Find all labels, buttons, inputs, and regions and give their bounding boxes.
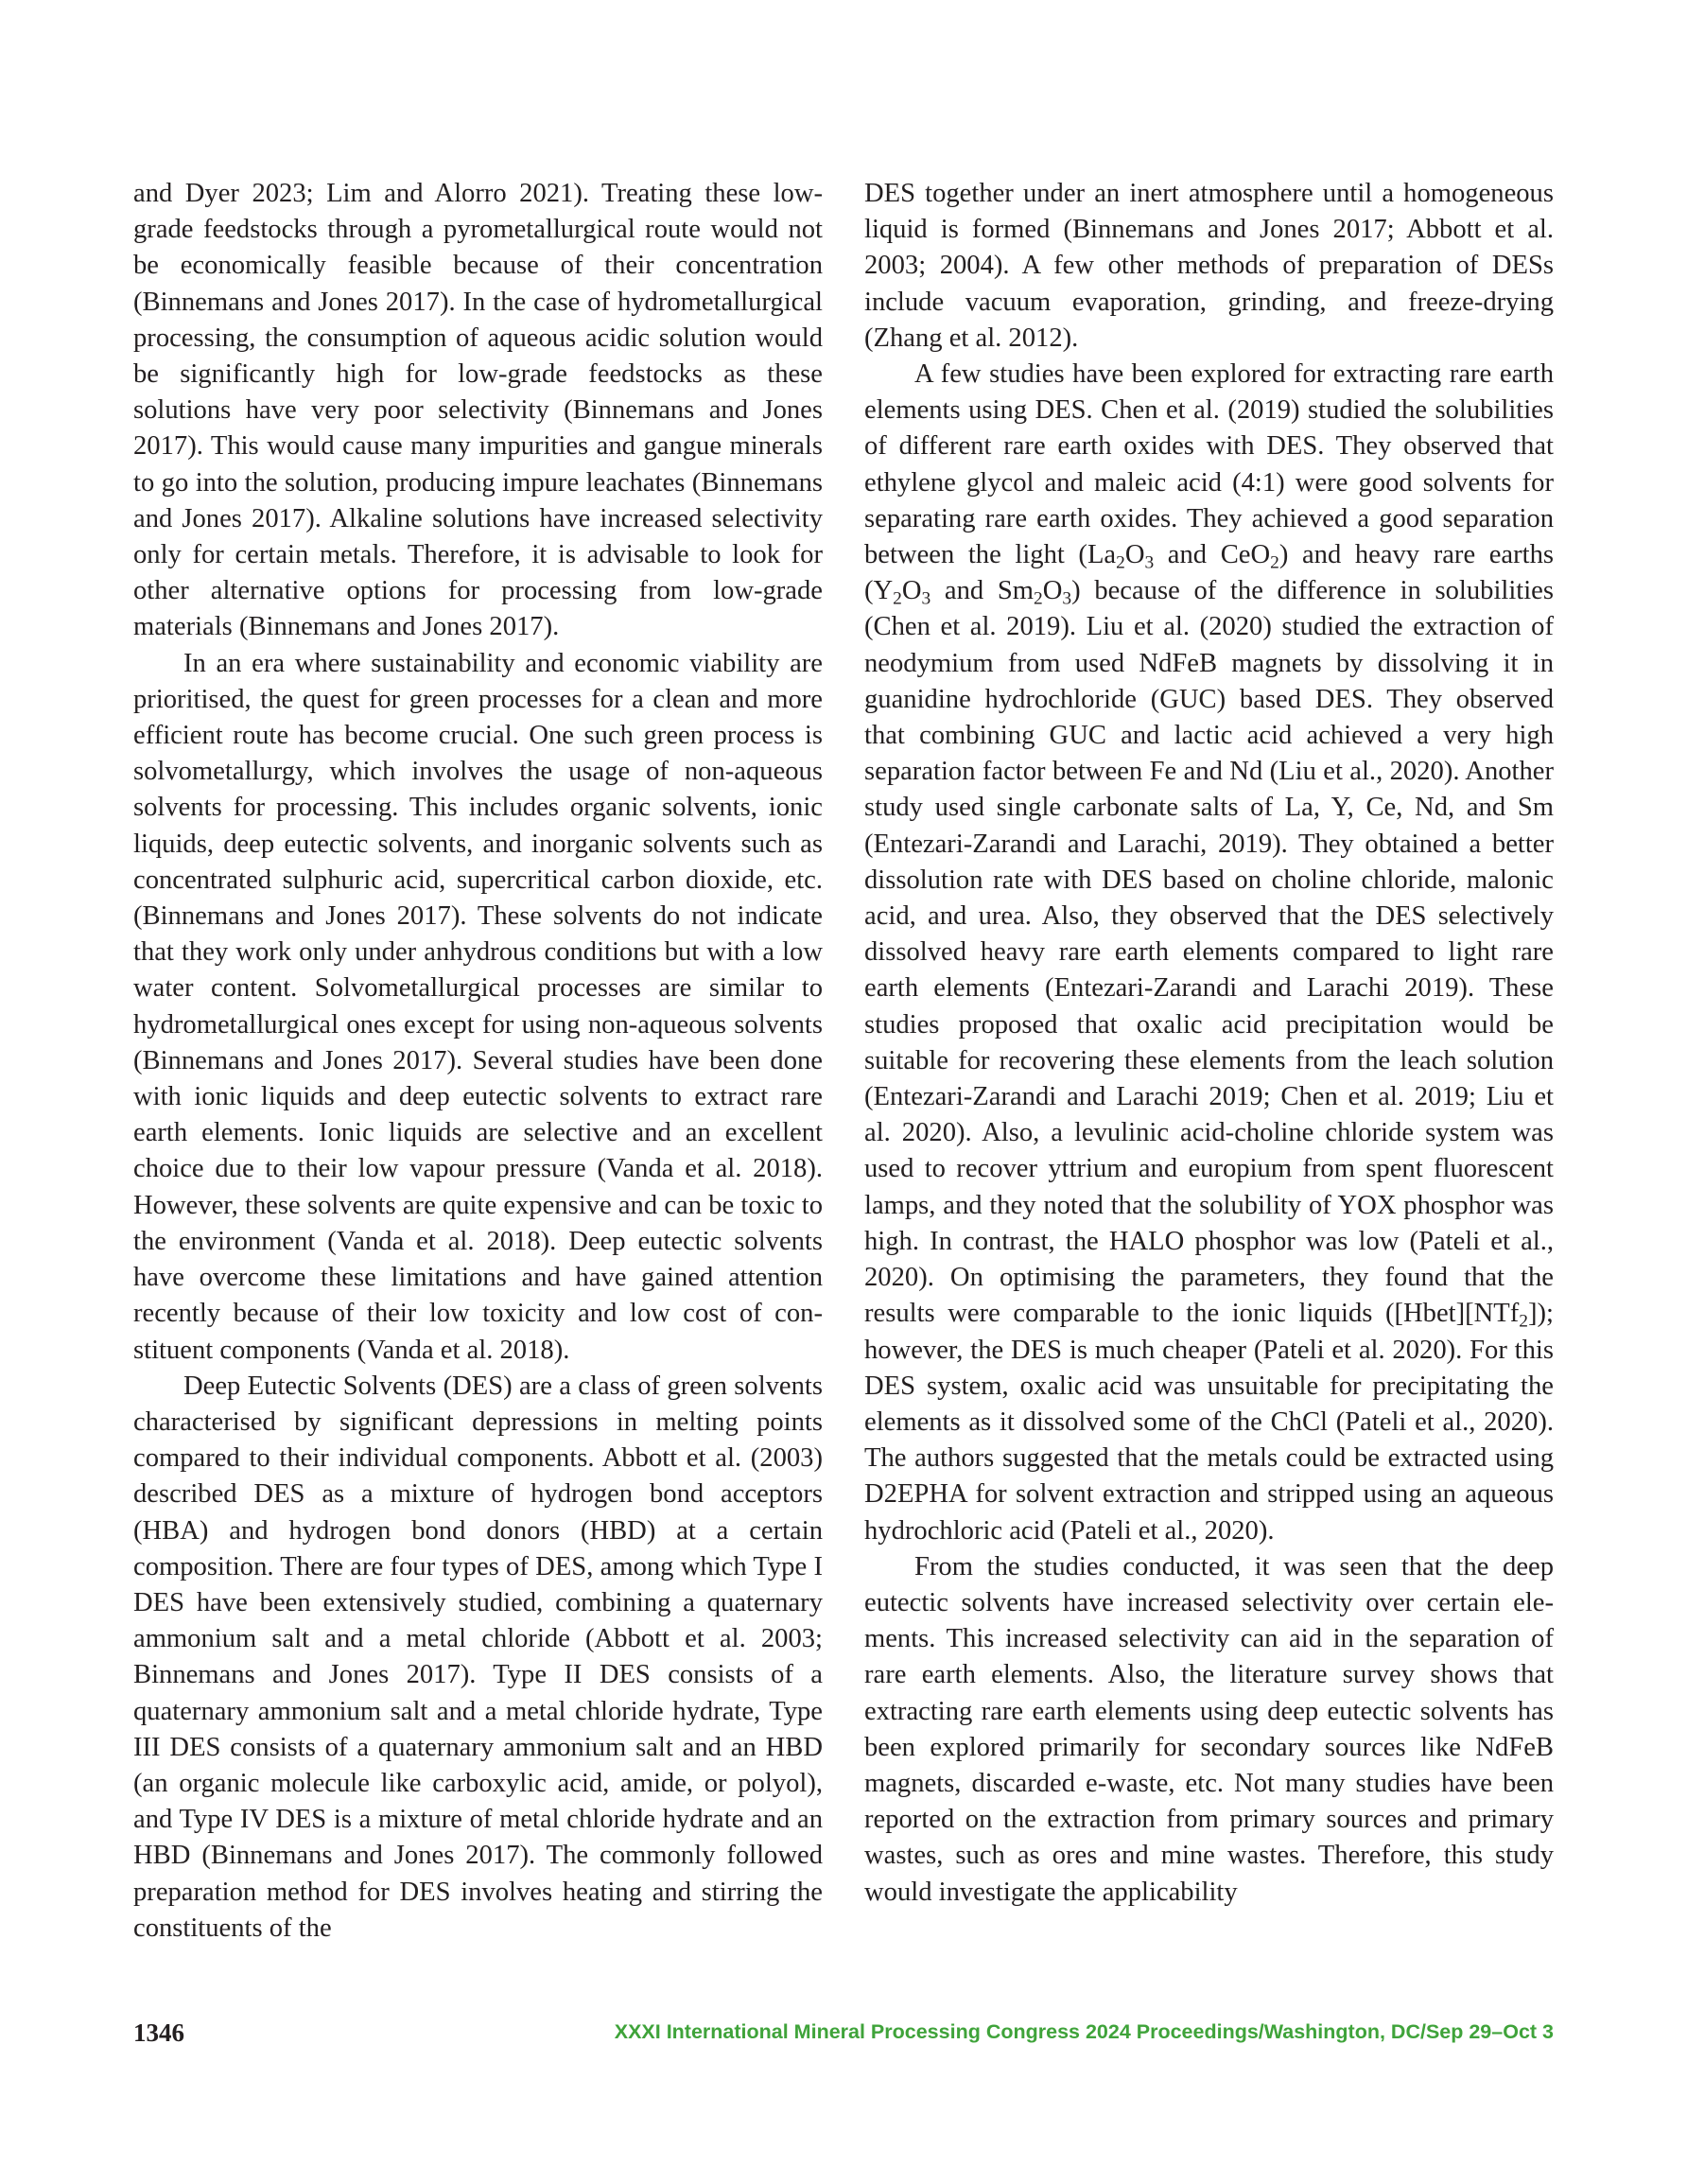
text-segment: and Sm (930, 576, 1035, 606)
paragraph: Deep Eutectic Solvents (DES) are a class of green solvents characterised by significant depressions in melting points compared to their individual components. Abbott et al. (2003) described DES as a mixture of hydrogen bond acceptors (HBA) and hydrogen bond donors (HBD) at a certain composition. There are four types of DES, among which Type I DES have been extensively studied, combining a quaternary ammonium salt and a metal chloride (Abbott et al. 2003; Binnemans and Jones 2017). Type II DES consists of a quaternary ammonium salt and a metal chloride hydrate, Type III DES consists of a quaternary ammonium salt and an HBD (an organic molecule like carboxylic acid, amide, or polyol), and Type IV DES is a mixture of metal chloride hydrate and an HBD (Binnemans and Jones 2017). The commonly followed preparation method for DES involves heating and stirring the constituents of the (133, 1371, 823, 1943)
left-column (133, 176, 823, 1947)
page-footer (133, 2018, 1554, 2056)
text-segment: and CeO (1154, 540, 1271, 570)
subscript: 2 (1116, 552, 1125, 573)
text-segment: O (1042, 576, 1063, 606)
text-segment: O (901, 576, 922, 606)
subscript: 3 (1144, 552, 1155, 573)
subscript: 2 (893, 588, 902, 609)
subscript: 2 (1270, 552, 1279, 573)
running-footer-title: XXXI International Mineral Processing Congress 2024 Proceedings/Washington, DC/Sep 29–Oct 3 (614, 2020, 1554, 2043)
subscript: 2 (1519, 1311, 1528, 1332)
text-segment: ]); however, the DES is much cheaper (Pateli et al. 2020). For this DES system, oxalic acid was unsuitable for precipitating the elements as it dissolved some of the ChCl (Pateli et al., 2020). The authors suggested that the metals could be extracted using D2EPHA for solvent extraction and stripped using an aqueous hydrochloric acid (Pateli et al., 2020). (864, 1299, 1554, 1546)
paragraph: In an era where sustainability and economic viability are prioritised, the quest for green processes for a clean and more efficient route has become crucial. One such green process is solvometallurgy, which involves the usage of non-aqueous solvents for processing. This includes organic solvents, ionic liquids, deep eutectic solvents, and inorganic solvents such as concentrated sulphuric acid, supercritical carbon dioxide, etc. (Binnemans and Jones 2017). These solvents do not indicate that they work only under anhydrous conditions but with a low water content. Solvometallurgical processes are similar to hydrometallurgical ones except for using non-aqueous solvents (Binnemans and Jones 2017). Several studies have been done with ionic liquids and deep eutectic solvents to extract rare earth elements. Ionic liquids are selective and an excellent choice due to their low vapour pressure (Vanda et al. 2018). However, these solvents are quite expensive and can be toxic to the environment (Vanda et al. 2018). Deep eutectic solvents have overcome these limitations and have gained attention recently because of their low toxicity and low cost of constituent components (Vanda et al. 2018). (133, 648, 823, 1365)
text-segment: ) because of the difference in solubilities (Chen et al. 2019). Liu et al. (2020) studied the extraction of neodymium from used NdFeB magnets by dissolving it in guanidine hydrochloride (GUC) based DES. They observed that combining GUC and lactic acid achieved a very high separation factor between Fe and Nd (Liu et al., 2020). Another study used single carbonate salts of La, Y, Ce, Nd, and Sm (Entezari-Zarandi and Larachi, 2019). They obtained a better dissolution rate with DES based on choline chloride, malonic acid, and urea. Also, they observed that the DES selectively dissolved heavy rare earth elements compared to light rare earth elements (Entezari-Zarandi and Larachi 2019). These studies proposed that oxalic acid precipitation would be suitable for recovering these elements from the leach solution (Entezari-Zarandi and Larachi 2019; Chen et al. 2019; Liu et al. 2020). Also, a levulinic acid-choline chloride system was used to recover yttrium and europium from spent fluorescent lamps, and they noted that the solubility of YOX phosphor was high. In contrast, the HALO phosphor was low (Pateli et al., 2020). On optimising the parameters, they found that the results were comparable to the ionic liquids ([Hbet][NTf (864, 576, 1554, 1329)
paragraph-rare-earth-des (864, 357, 1554, 1549)
right-column (864, 176, 1554, 1911)
text-segment: ) and heavy rare earths (Y (864, 540, 1555, 606)
paragraph: DES together under an inert atmosphere until a homogeneous liquid is formed (Binnemans and Jones 2017; Abbott et al. 2003; 2004). A few other methods of preparation of DESs include vacuum evaporation, grinding, and freeze-drying (Zhang et al. 2012). (864, 179, 1554, 353)
subscript: 3 (921, 588, 931, 609)
text-segment: A few studies have been explored for extracting rare earth elements using DES. Chen et al. (2019) studied the solubilities of different rare earth oxides with DES. They observed that ethylene glycol and maleic acid (4:1) were good solvents for separating rare earth oxides. They achieved a good separation between the light (La (864, 359, 1554, 570)
subscript: 2 (1034, 588, 1043, 609)
text-segment: O (1124, 540, 1145, 570)
paragraph: From the studies conducted, it was seen that the deep eutectic solvents have increased selectivity over certain elements. This increased selectivity can aid in the separation of rare earth elements. Also, the literature survey shows that extracting rare earth elements using deep eutectic solvents has been explored primarily for secondary sources like NdFeB magnets, discarded e-waste, etc. Not many studies have been reported on the extraction from primary sources and primary wastes, such as ores and mine wastes. Therefore, this study would investigate the applicability (864, 1551, 1554, 1907)
paragraph: and Dyer 2023; Lim and Alorro 2021). Treating these low-grade feedstocks through a pyrometallurgical route would not be economically feasible because of their concentration (Binnemans and Jones 2017). In the case of hydrometallurgical processing, the consumption of aqueous acidic solution would be significantly high for low-grade feedstocks as these solutions have very poor selectivity (Binnemans and Jones 2017). This would cause many impurities and gangue minerals to go into the solution, producing impure leachates (Binnemans and Jones 2017). Alkaline solutions have increased selectivity only for certain metals. Therefore, it is advisable to look for other alternative options for processing from low-grade materials (Binnemans and Jones 2017). (133, 179, 823, 642)
subscript: 3 (1062, 588, 1072, 609)
page-number: 1346 (133, 2018, 184, 2047)
